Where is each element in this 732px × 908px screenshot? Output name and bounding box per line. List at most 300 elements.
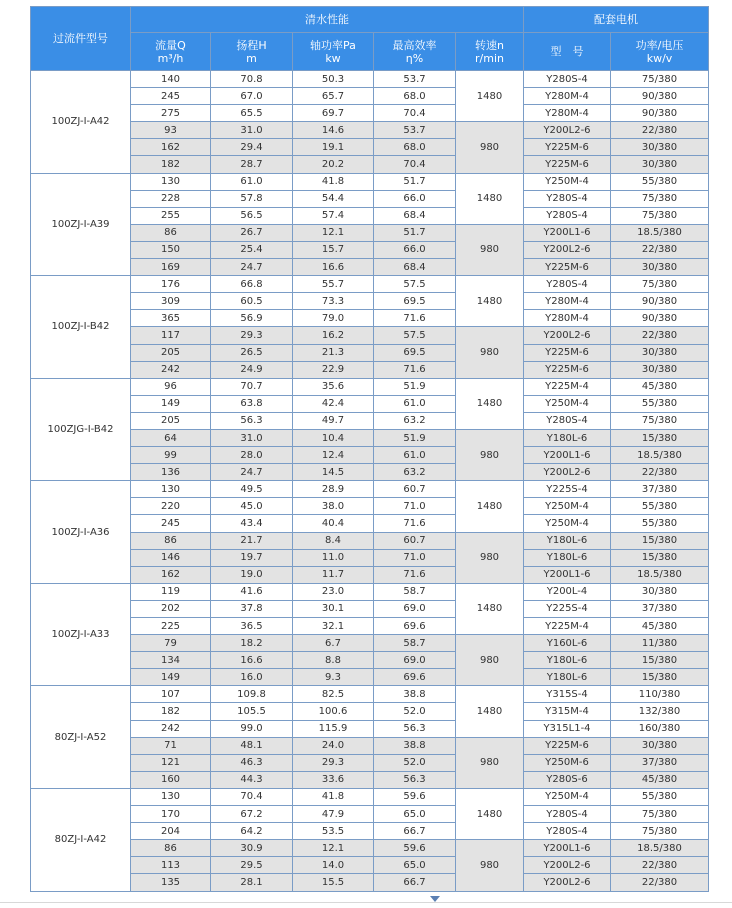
head-header [211, 33, 293, 71]
efficiency-cell: 66.0 [374, 190, 456, 207]
shaft-power-cell: 11.0 [293, 549, 374, 566]
power-voltage-header [611, 33, 709, 71]
flow-cell: 309 [131, 293, 211, 310]
head-cell: 63.8 [211, 395, 293, 412]
table-row [31, 310, 709, 327]
head-cell: 28.0 [211, 447, 293, 464]
power-voltage-label: 功率/电压 [635, 38, 684, 52]
efficiency-cell: 59.6 [374, 788, 456, 805]
shaft-power-cell: 24.0 [293, 737, 374, 754]
head-cell: 70.8 [211, 71, 293, 88]
shaft-power-cell: 35.6 [293, 378, 374, 395]
head-cell: 21.7 [211, 532, 293, 549]
shaft-power-cell: 115.9 [293, 720, 374, 737]
efficiency-cell: 71.6 [374, 566, 456, 583]
flow-cell: 225 [131, 618, 211, 635]
efficiency-cell: 71.0 [374, 549, 456, 566]
power-voltage-cell: 55/380 [611, 173, 709, 190]
pump-model-cell: 80ZJ-I-A52 [31, 686, 131, 789]
flow-cell: 86 [131, 840, 211, 857]
table-row [31, 788, 709, 805]
flow-cell: 113 [131, 857, 211, 874]
flow-cell: 162 [131, 139, 211, 156]
motor-model-cell: Y180L-6 [524, 549, 611, 566]
power-voltage-cell: 15/380 [611, 652, 709, 669]
motor-model-cell: Y280S-4 [524, 806, 611, 823]
power-voltage-cell: 22/380 [611, 874, 709, 891]
header-row-sub [31, 33, 709, 71]
speed-label: 转速n [475, 38, 504, 52]
shaft-power-cell: 50.3 [293, 71, 374, 88]
flow-cell: 149 [131, 395, 211, 412]
power-voltage-cell: 30/380 [611, 156, 709, 173]
motor-model-cell: Y225M-4 [524, 618, 611, 635]
flow-cell: 205 [131, 412, 211, 429]
table-row [31, 874, 709, 891]
flow-cell: 86 [131, 532, 211, 549]
power-voltage-cell: 45/380 [611, 618, 709, 635]
power-voltage-cell: 55/380 [611, 515, 709, 532]
motor-model-cell: Y280M-4 [524, 105, 611, 122]
table-row [31, 395, 709, 412]
efficiency-cell: 59.6 [374, 840, 456, 857]
shaft-power-cell: 21.3 [293, 344, 374, 361]
flow-cell: 93 [131, 122, 211, 139]
power-voltage-cell: 110/380 [611, 686, 709, 703]
power-voltage-cell: 37/380 [611, 754, 709, 771]
head-cell: 56.5 [211, 207, 293, 224]
shaft-power-cell: 15.7 [293, 241, 374, 258]
efficiency-cell: 68.0 [374, 88, 456, 105]
motor-model-cell: Y200L1-6 [524, 447, 611, 464]
shaft-power-cell: 23.0 [293, 583, 374, 600]
head-cell: 29.4 [211, 139, 293, 156]
table-row [31, 635, 709, 652]
efficiency-cell: 71.0 [374, 498, 456, 515]
flow-cell: 169 [131, 259, 211, 276]
efficiency-cell: 68.4 [374, 207, 456, 224]
motor-model-cell: Y200L2-6 [524, 464, 611, 481]
head-cell: 26.7 [211, 224, 293, 241]
motor-model-cell: Y200L2-6 [524, 122, 611, 139]
table-row [31, 259, 709, 276]
speed-cell: 980 [456, 737, 524, 788]
shaft-power-cell: 12.4 [293, 447, 374, 464]
head-cell: 37.8 [211, 600, 293, 617]
motor-model-cell: Y250M-6 [524, 754, 611, 771]
motor-model-cell: Y280S-4 [524, 207, 611, 224]
head-cell: 31.0 [211, 122, 293, 139]
power-voltage-cell: 15/380 [611, 532, 709, 549]
motor-model-cell: Y200L1-6 [524, 840, 611, 857]
motor-model-cell: Y225M-6 [524, 259, 611, 276]
motor-model-cell: Y280M-4 [524, 88, 611, 105]
power-voltage-unit: kw/v [646, 51, 673, 65]
flow-cell: 160 [131, 771, 211, 788]
motor-model-header: 型 号 [524, 33, 611, 71]
motor-model-cell: Y225M-6 [524, 361, 611, 378]
power-voltage-cell: 75/380 [611, 412, 709, 429]
speed-cell: 1480 [456, 378, 524, 429]
motor-model-cell: Y200L2-6 [524, 857, 611, 874]
motor-model-cell: Y280S-4 [524, 276, 611, 293]
head-cell: 65.5 [211, 105, 293, 122]
efficiency-cell: 58.7 [374, 635, 456, 652]
head-cell: 28.7 [211, 156, 293, 173]
power-voltage-cell: 75/380 [611, 190, 709, 207]
head-cell: 46.3 [211, 754, 293, 771]
table-row [31, 378, 709, 395]
flow-cell: 365 [131, 310, 211, 327]
motor-model-cell: Y180L-6 [524, 652, 611, 669]
head-cell: 61.0 [211, 173, 293, 190]
motor-model-cell: Y225M-4 [524, 378, 611, 395]
efficiency-cell: 66.7 [374, 874, 456, 891]
efficiency-cell: 69.6 [374, 618, 456, 635]
head-cell: 24.9 [211, 361, 293, 378]
head-label: 扬程H [236, 38, 267, 52]
efficiency-cell: 56.3 [374, 771, 456, 788]
efficiency-cell: 58.7 [374, 583, 456, 600]
shaft-power-cell: 29.3 [293, 754, 374, 771]
head-cell: 70.7 [211, 378, 293, 395]
table-row [31, 532, 709, 549]
shaft-power-cell: 12.1 [293, 840, 374, 857]
speed-cell: 1480 [456, 583, 524, 634]
efficiency-cell: 71.6 [374, 515, 456, 532]
shaft-power-cell: 11.7 [293, 566, 374, 583]
head-cell: 16.6 [211, 652, 293, 669]
flow-cell: 275 [131, 105, 211, 122]
table-row [31, 412, 709, 429]
shaft-power-cell: 16.6 [293, 259, 374, 276]
efficiency-cell: 66.7 [374, 823, 456, 840]
table-row [31, 139, 709, 156]
flow-cell: 162 [131, 566, 211, 583]
efficiency-cell: 56.3 [374, 720, 456, 737]
pump-model-cell: 100ZJ-I-A33 [31, 583, 131, 686]
flow-header [131, 33, 211, 71]
power-voltage-cell: 18.5/380 [611, 840, 709, 857]
table-row [31, 652, 709, 669]
water-performance-header: 清水性能 [131, 7, 524, 33]
head-cell: 49.5 [211, 481, 293, 498]
speed-header [456, 33, 524, 71]
flow-cell: 79 [131, 635, 211, 652]
table-row [31, 344, 709, 361]
motor-model-cell: Y180L-6 [524, 429, 611, 446]
power-voltage-cell: 18.5/380 [611, 447, 709, 464]
motor-model-cell: Y200L2-6 [524, 241, 611, 258]
efficiency-cell: 51.9 [374, 378, 456, 395]
table-row [31, 88, 709, 105]
flow-cell: 149 [131, 669, 211, 686]
flow-cell: 64 [131, 429, 211, 446]
flow-cell: 119 [131, 583, 211, 600]
efficiency-cell: 63.2 [374, 412, 456, 429]
table-row [31, 600, 709, 617]
power-voltage-cell: 18.5/380 [611, 566, 709, 583]
flow-cell: 146 [131, 549, 211, 566]
shaft-power-cell: 32.1 [293, 618, 374, 635]
flow-cell: 136 [131, 464, 211, 481]
power-voltage-cell: 45/380 [611, 771, 709, 788]
head-cell: 105.5 [211, 703, 293, 720]
spec-table-body [31, 71, 709, 892]
head-cell: 45.0 [211, 498, 293, 515]
head-cell: 57.8 [211, 190, 293, 207]
shaft-power-cell: 33.6 [293, 771, 374, 788]
efficiency-cell: 65.0 [374, 806, 456, 823]
table-row [31, 618, 709, 635]
table-row [31, 686, 709, 703]
power-voltage-cell: 55/380 [611, 788, 709, 805]
shaft-power-cell: 8.8 [293, 652, 374, 669]
power-voltage-cell: 30/380 [611, 139, 709, 156]
head-cell: 99.0 [211, 720, 293, 737]
header-row-top [31, 7, 709, 33]
table-row [31, 173, 709, 190]
motor-model-cell: Y315S-4 [524, 686, 611, 703]
shaft-power-cell: 38.0 [293, 498, 374, 515]
speed-cell: 980 [456, 429, 524, 480]
head-cell: 30.9 [211, 840, 293, 857]
head-cell: 36.5 [211, 618, 293, 635]
head-cell: 64.2 [211, 823, 293, 840]
flow-cell: 130 [131, 173, 211, 190]
shaft-power-cell: 30.1 [293, 600, 374, 617]
head-cell: 29.3 [211, 327, 293, 344]
flow-cell: 220 [131, 498, 211, 515]
power-voltage-cell: 37/380 [611, 481, 709, 498]
table-row [31, 207, 709, 224]
power-voltage-cell: 11/380 [611, 635, 709, 652]
efficiency-cell: 51.9 [374, 429, 456, 446]
head-cell: 67.2 [211, 806, 293, 823]
motor-model-cell: Y250M-4 [524, 498, 611, 515]
efficiency-cell: 53.7 [374, 71, 456, 88]
flow-label: 流量Q [155, 38, 186, 52]
shaft-power-cell: 14.0 [293, 857, 374, 874]
speed-cell: 1480 [456, 173, 524, 224]
head-cell: 60.5 [211, 293, 293, 310]
motor-model-cell: Y180L-6 [524, 532, 611, 549]
motor-model-cell: Y280S-4 [524, 412, 611, 429]
table-row [31, 429, 709, 446]
motor-model-cell: Y225M-6 [524, 737, 611, 754]
head-cell: 29.5 [211, 857, 293, 874]
head-cell: 18.2 [211, 635, 293, 652]
speed-cell: 980 [456, 635, 524, 686]
table-row [31, 190, 709, 207]
pump-model-cell: 100ZJG-I-B42 [31, 378, 131, 481]
motor-model-cell: Y250M-4 [524, 515, 611, 532]
efficiency-cell: 61.0 [374, 447, 456, 464]
table-row [31, 224, 709, 241]
power-voltage-cell: 22/380 [611, 464, 709, 481]
motor-model-cell: Y315M-4 [524, 703, 611, 720]
table-row [31, 806, 709, 823]
head-cell: 26.5 [211, 344, 293, 361]
shaft-power-cell: 55.7 [293, 276, 374, 293]
power-voltage-cell: 90/380 [611, 105, 709, 122]
shaft-power-cell: 15.5 [293, 874, 374, 891]
power-voltage-cell: 75/380 [611, 276, 709, 293]
head-cell: 70.4 [211, 788, 293, 805]
power-voltage-cell: 160/380 [611, 720, 709, 737]
shaft-power-cell: 8.4 [293, 532, 374, 549]
scroll-down-arrow-icon[interactable] [430, 896, 440, 902]
flow-cell: 204 [131, 823, 211, 840]
shaft-power-cell: 41.8 [293, 788, 374, 805]
speed-cell: 1480 [456, 788, 524, 839]
shaft-power-cell: 40.4 [293, 515, 374, 532]
power-voltage-cell: 37/380 [611, 600, 709, 617]
table-row [31, 720, 709, 737]
motor-model-cell: Y200L2-6 [524, 874, 611, 891]
shaft-power-cell: 6.7 [293, 635, 374, 652]
motor-model-cell: Y250M-4 [524, 395, 611, 412]
motor-model-cell: Y250M-4 [524, 173, 611, 190]
motor-model-cell: Y225S-4 [524, 481, 611, 498]
head-cell: 109.8 [211, 686, 293, 703]
flow-cell: 245 [131, 515, 211, 532]
efficiency-cell: 60.7 [374, 532, 456, 549]
shaft-power-cell: 28.9 [293, 481, 374, 498]
table-row [31, 241, 709, 258]
efficiency-cell: 65.0 [374, 857, 456, 874]
shaft-power-cell: 41.8 [293, 173, 374, 190]
efficiency-cell: 63.2 [374, 464, 456, 481]
pump-model-cell: 100ZJ-I-A42 [31, 71, 131, 174]
efficiency-cell: 69.6 [374, 669, 456, 686]
motor-model-cell: Y280S-4 [524, 190, 611, 207]
speed-cell: 980 [456, 532, 524, 583]
head-unit: m [246, 51, 257, 65]
efficiency-cell: 38.8 [374, 686, 456, 703]
table-row [31, 549, 709, 566]
motor-model-cell: Y280S-4 [524, 71, 611, 88]
flow-unit: m³/h [157, 51, 184, 65]
shaft-power-cell: 14.5 [293, 464, 374, 481]
power-voltage-cell: 90/380 [611, 310, 709, 327]
speed-cell: 980 [456, 327, 524, 378]
flow-cell: 117 [131, 327, 211, 344]
power-voltage-cell: 75/380 [611, 71, 709, 88]
table-row [31, 122, 709, 139]
shaft-power-cell: 47.9 [293, 806, 374, 823]
power-voltage-cell: 90/380 [611, 293, 709, 310]
shaft-power-cell: 100.6 [293, 703, 374, 720]
head-cell: 31.0 [211, 429, 293, 446]
table-row [31, 583, 709, 600]
flow-cell: 182 [131, 703, 211, 720]
table-row [31, 105, 709, 122]
motor-model-cell: Y200L-4 [524, 583, 611, 600]
flow-cell: 150 [131, 241, 211, 258]
power-voltage-cell: 30/380 [611, 583, 709, 600]
flow-cell: 255 [131, 207, 211, 224]
efficiency-cell: 70.4 [374, 105, 456, 122]
power-voltage-cell: 22/380 [611, 857, 709, 874]
motor-model-cell: Y315L1-4 [524, 720, 611, 737]
pump-model-cell: 80ZJ-I-A42 [31, 788, 131, 891]
shaft-power-cell: 54.4 [293, 190, 374, 207]
efficiency-cell: 69.5 [374, 344, 456, 361]
head-cell: 41.6 [211, 583, 293, 600]
head-cell: 19.0 [211, 566, 293, 583]
power-voltage-cell: 75/380 [611, 207, 709, 224]
speed-cell: 980 [456, 840, 524, 891]
table-row [31, 71, 709, 88]
flow-cell: 205 [131, 344, 211, 361]
head-cell: 67.0 [211, 88, 293, 105]
head-cell: 28.1 [211, 874, 293, 891]
power-voltage-cell: 30/380 [611, 259, 709, 276]
table-row [31, 464, 709, 481]
table-row [31, 840, 709, 857]
shaft-power-cell: 19.1 [293, 139, 374, 156]
table-row [31, 498, 709, 515]
shaft-power-cell: 14.6 [293, 122, 374, 139]
head-cell: 48.1 [211, 737, 293, 754]
table-row [31, 447, 709, 464]
power-voltage-cell: 75/380 [611, 806, 709, 823]
table-row [31, 361, 709, 378]
power-voltage-cell: 22/380 [611, 122, 709, 139]
flow-cell: 135 [131, 874, 211, 891]
table-row [31, 515, 709, 532]
efficiency-cell: 69.0 [374, 652, 456, 669]
efficiency-cell: 71.6 [374, 310, 456, 327]
efficiency-cell: 57.5 [374, 276, 456, 293]
flow-cell: 134 [131, 652, 211, 669]
motor-model-cell: Y180L-6 [524, 669, 611, 686]
pump-model-cell: 100ZJ-I-B42 [31, 276, 131, 379]
power-voltage-cell: 30/380 [611, 737, 709, 754]
head-cell: 66.8 [211, 276, 293, 293]
shaft-power-cell: 22.9 [293, 361, 374, 378]
head-cell: 43.4 [211, 515, 293, 532]
efficiency-cell: 61.0 [374, 395, 456, 412]
shaft-power-cell: 57.4 [293, 207, 374, 224]
shaft-power-cell: 53.5 [293, 823, 374, 840]
speed-cell: 980 [456, 224, 524, 275]
shaft-power-label: 轴功率Pa [310, 38, 356, 52]
speed-cell: 1480 [456, 686, 524, 737]
flow-cell: 242 [131, 720, 211, 737]
head-cell: 24.7 [211, 464, 293, 481]
motor-header: 配套电机 [524, 7, 709, 33]
shaft-power-cell: 65.7 [293, 88, 374, 105]
motor-model-cell: Y250M-4 [524, 788, 611, 805]
motor-model-cell: Y160L-6 [524, 635, 611, 652]
motor-model-cell: Y200L1-6 [524, 224, 611, 241]
efficiency-cell: 66.0 [374, 241, 456, 258]
motor-model-cell: Y280S-6 [524, 771, 611, 788]
flow-cell: 182 [131, 156, 211, 173]
table-row [31, 293, 709, 310]
efficiency-cell: 51.7 [374, 173, 456, 190]
shaft-power-cell: 82.5 [293, 686, 374, 703]
table-row [31, 327, 709, 344]
shaft-power-cell: 69.7 [293, 105, 374, 122]
power-voltage-cell: 15/380 [611, 549, 709, 566]
power-voltage-cell: 75/380 [611, 823, 709, 840]
motor-model-cell: Y225S-4 [524, 600, 611, 617]
flow-cell: 130 [131, 788, 211, 805]
head-cell: 56.9 [211, 310, 293, 327]
